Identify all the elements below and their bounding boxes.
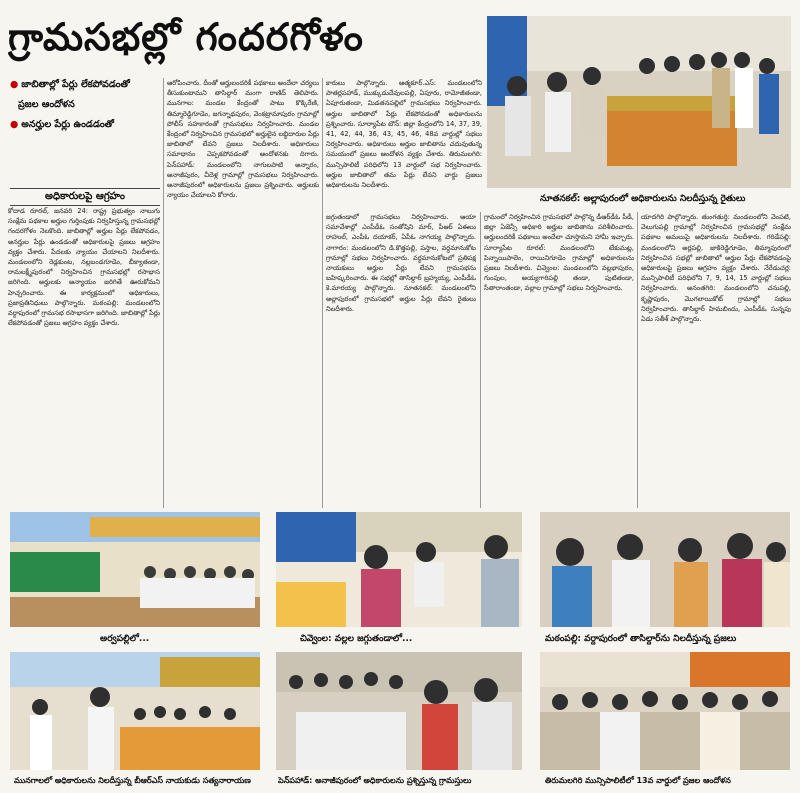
column-divider xyxy=(322,78,323,508)
deck-line-2: ప్రజల ఆందోళన xyxy=(18,99,75,110)
photo-munagala xyxy=(10,652,260,770)
column-divider xyxy=(637,212,638,508)
caption-tirumalagiri: తిరుమలగిరి మున్సిపాలిటీలో 13వ వార్డులో ప్రజల ఆందోళన xyxy=(545,776,731,785)
column-divider xyxy=(480,212,481,508)
article-column-2: ఆరోపించారు. దీంతో అర్హులందరికీ పథకాలు అందేలా చర్యలు తీసుకుంటామని తాసిల్దార్ మంగా రాణిద్ తెలిపారు. మునగాల: మండల కేంద్రంతో పాటు కొక్కిరేణి, తిమ్మారెడ్డిగూడెం, జగన్నాథపురం, వెంకట్రామాపురం గ్రామాల్లో పోలీస్ సహకారంతో గ్రామసభలు నిర్వహించారు. మండల కేంద్రంలో నిర్వహించిన గ్రామసభలో అర్హులైన లబ్ధిదారుల పేర్లు జాబితాలో లేవని ప్రజలు నిలదీశారు. అధికారులు సమాధానం చెప్పకపోవడంతో ఆందోళనకు దిగారు. పెన్‌పహాడ్: మండలంలోని నాగులపాటి అన్నారం, అనాజీపురం, చీదెళ్ల గ్రామాల్లో గ్రామసభలు నిర్వహించారు. అనాజీపురంలో అధికారులను ప్రజలు ప్రశ్నించారు. అర్హులకు న్యాయం చేయాలని కోరారు. xyxy=(167,79,319,200)
caption-mathampalli: మఠంపల్లి: వర్దాపురంలో తాసిల్దార్‌ను నిలదీస్తున్న ప్రజలు xyxy=(545,634,737,644)
caption-arvapalli: అర్వపల్లిలో... xyxy=(100,634,150,644)
article-column-6: యాదగిరి పాల్గొన్నారు. తుంగతుర్తి: మండలంలోని వెంపటి, వెలుగుపల్లి గ్రామాల్లో నిర్వహించిన గ్రామసభల్లో సంక్షేమ పథకాల అమలుపై అధికారులను నిలదీశారు. గరిడేపల్లి: మండలంలోని అర్లపల్లి, జాకిరెడ్డిగూడెం, తిమ్మాపురంలో నిర్వహించిన సభల్లో జాబితాలో అర్హుల పేర్లు లేకపోవడంపై అధికారులపై ప్రజలు ఆగ్రహం వ్యక్తం చేశారు. నేరేడుచర్ల: మున్సిపాలిటీ పరిధిలోని 7, 9, 14, 15 వార్డుల్లో సభలు నిర్వహించారు. అనంతగిరి: మండలంలోని చనుపల్లి, కృష్ణాపురం, మొగలాయికోట్ గ్రామాల్లో సభలు నిర్వహించారు. తాసిల్దార్ హిమబిందు, ఎంపీడీఓ సున్నపు ఏడు సతీశ్ పాల్గొన్నారు. xyxy=(641,213,791,324)
headline: గ్రామసభల్లో గందరగోళం xyxy=(8,15,364,59)
photo-mathampalli xyxy=(540,512,790,627)
photo-farmers-questioning-officials xyxy=(487,16,791,188)
caption-top-right: నూతనకల్: అల్లాపురంలో అధికారులను నిలదీస్తున్న రైతులు xyxy=(540,194,746,204)
deck-subhead: అధికారులపై ఆగ్రహం xyxy=(10,188,160,206)
column-divider xyxy=(163,78,164,508)
photo-tirumalagiri xyxy=(540,652,790,770)
caption-chivvemla: చివ్వెంల: వల్లల జగ్గుతండాలో... xyxy=(300,634,413,644)
caption-penpahad: పెన్‌పహాడ్: అనాజీపురంలో అధికారులను ప్రశ్నిస్తున్న గ్రామస్తులు xyxy=(278,776,472,785)
deck-text-1: జాబితాల్లో పేర్లు లేకపోవడంతో xyxy=(21,79,130,90)
photo-arvapalli xyxy=(10,512,260,627)
article-column-3: కారులు పాల్గొన్నారు. ఆత్మకూర్.ఎస్: మండలంలోని పాతర్లపహాడ్, ముక్కుడుదేవులపల్లి, ఏపూరు, రామోజీతండా, ఏపూరుతండా, మిడతనపల్లిలో గ్రామసభలు నిర్వహించారు. అర్హుల జాబితాలో పేర్లు లేకపోవడంతో అధికారులను ప్రశ్నించారు. సూర్యాపేట టౌన్: జిల్లా కేంద్రంలోని 14, 37, 39, 41, 42, 44, 36, 43, 45, 46, 48వ వార్డుల్లో సభలు నిర్వహించారు. అధికారులు అర్హుల జాబితాను చదువుతున్న సమయంలో ప్రజలు ఆందోళన వ్యక్తం చేశారు. తిరుమలగిరి: మున్సిపాలిటీ పరిధిలోని 13 వార్డులో సభ నిర్వహించారు. అర్హుల జాబితాలో తమ పేర్లు లేవని వార్డు ప్రజలు అధికారులను నిలదీశారు. xyxy=(326,79,482,190)
deck-line-1: ● జాబితాల్లో పేర్లు లేకపోవడంతో xyxy=(10,79,130,90)
deck-text-3: అనర్హుల పేర్లు ఉండడంతో xyxy=(21,119,114,130)
article-column-4: జగ్గుతండాలో గ్రామసభలు నిర్వహించారు. ఆయా సమావేశాల్లో ఎంపీడీఓ సంతోషిని మార్, పీఆర్ ఏఈలు రాహుల్, ఎంపీఓ దయాకర్, ఏపీఓ నాగయ్య పాల్గొన్నారు. నాగారం: మండలంలోని డి.కొత్తపల్లి, పస్తాల, వర్ధమానుకోట గ్రామాల్లో సభలు నిర్వహించారు. వర్ధమానుకోటలో ప్రతిపక్ష నాయకులు అర్హుల పేర్లు లేవని గ్రామసభను బహిష్కరించారు. ఈ సభల్లో తాసిల్దార్ బ్రహ్మయ్య, ఎంపీడీఓ కె.మారయ్య పాల్గొన్నారు. నూతనకల్: మండలంలోని అల్లాపురంలో గ్రామసభలో అర్హుల పేర్లు లేవని రైతులు నిలదీశారు. xyxy=(326,213,476,313)
photo-penpahad xyxy=(276,652,522,770)
article-column-1: కోదాడ రూరల్, జనవరి 24: రాష్ట్ర ప్రభుత్వం నాలుగు సంక్షేమ పథకాల అర్హుల గుర్తింపుకు నిర్వహిస్తున్న గ్రామసభల్లో గందరగోళం నెలకొంది. జాబితాల్లో అర్హుల పేర్లు లేకపోవడం, అనర్హుల పేర్లు ఉండడంతో అధికారులపై ప్రజలు ఆగ్రహం వ్యక్తం చేశారు. పేదలకు న్యాయం చేయాలని నిలదీశారు. మండలంలోని రెడ్లకుంట, నల్లబండగూడెం, బీక్యాతండా, రామలక్ష్మీపురంలో నిర్వహించిన గ్రామసభల్లో రసాభాస జరిగింది. అర్హులకు అన్యాయం జరిగితే ఊరుకోమని హెచ్చరించారు. ఈ కార్యక్రమంలో అధికారులు, ప్రజాప్రతినిధులు పాల్గొన్నారు. మఠంపల్లి: మండలంలోని వర్దాపురంలో గ్రామసభ రసాభాసగా జరిగింది. జాబితాల్లో పేర్లు లేకపోవడంతో ప్రజలు ఆగ్రహం వ్యక్తం చేశారు. xyxy=(8,207,160,328)
caption-munagala: మునగాలలో అధికారులను నిలదీస్తున్న బీఆర్‌ఎస్ నాయకుడు సత్యనారాయణ xyxy=(14,776,251,785)
article-column-5: గ్రామంలో నిర్వహించిన గ్రామసభలో పాల్గొన్న డీఆర్‌డీఓ పీడీ, జిల్లా ఏజెన్సీ అధికారి అర్హుల జాబితాను పరిశీలించారు. అర్హులందరికీ పథకాలు అందేలా చూస్తామని హామీ ఇచ్చారు. సూర్యాపేట రూరల్: మండలంలోని టేకుమట్ల, పిన్నాయిపాలెం, రాయినిగూడెం గ్రామాల్లో అధికారులను ప్రజలు నిలదీశారు. చివ్వెంల: మండలంలోని వల్లభాపురం, గుంపుల, అయ్యగారిపల్లి తండా, పుటితండా, సీతారాంతండా, వల్లాల గ్రామాల్లో సభలు నిర్వహించారు. xyxy=(484,213,634,293)
deck-line-3: ● అనర్హుల పేర్లు ఉండడంతో xyxy=(10,119,114,130)
photo-chivvemla xyxy=(276,512,522,627)
